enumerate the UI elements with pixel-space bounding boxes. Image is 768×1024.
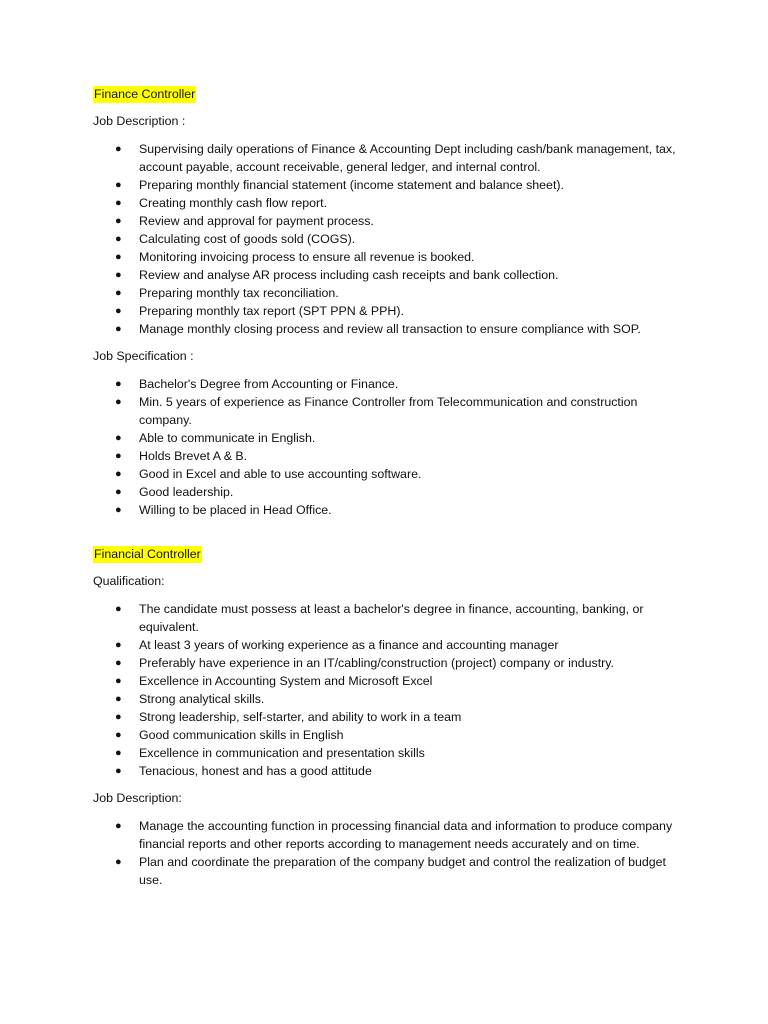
qualification-list [93, 600, 683, 780]
bullet-icon: ● [115, 269, 122, 281]
job-specification-label: Job Specification : [93, 349, 194, 363]
list-item-text: Good communication skills in English [139, 728, 344, 742]
bullet-icon: ● [115, 215, 122, 227]
list-item-text: Preparing monthly tax report (SPT PPN & PPH). [139, 304, 404, 318]
bullet-icon: ● [115, 693, 122, 705]
list-item [93, 708, 683, 726]
list-item [93, 853, 683, 889]
bullet-icon: ● [115, 639, 122, 651]
qualification-label: Qualification: [93, 574, 165, 588]
list-item-text: Preparing monthly tax reconciliation. [139, 286, 339, 300]
bullet-icon: ● [115, 711, 122, 723]
list-item [93, 176, 683, 194]
list-item-text: Strong leadership, self-starter, and ability to work in a team [139, 710, 462, 724]
bullet-icon: ● [115, 486, 122, 498]
list-item [93, 600, 683, 636]
list-item-text: Holds Brevet A & B. [139, 449, 248, 463]
list-item-text: Min. 5 years of experience as Finance Controller from Telecommunication and construction company. [139, 395, 638, 427]
list-item [93, 690, 683, 708]
list-item [93, 501, 683, 519]
list-item [93, 636, 683, 654]
bullet-icon: ● [115, 747, 122, 759]
job-specification-list [93, 375, 683, 519]
list-item-text: Willing to be placed in Head Office. [139, 503, 332, 517]
list-item [93, 375, 683, 393]
list-item [93, 672, 683, 690]
list-item [93, 393, 683, 429]
list-item-text: Review and approval for payment process. [139, 214, 374, 228]
list-item-text: Preferably have experience in an IT/cabling/construction (project) company or industry. [139, 656, 614, 670]
list-item-text: Monitoring invoicing process to ensure all revenue is booked. [139, 250, 475, 264]
job-description-list [93, 817, 683, 889]
bullet-icon: ● [115, 378, 122, 390]
bullet-icon: ● [115, 179, 122, 191]
list-item [93, 212, 683, 230]
bullet-icon: ● [115, 504, 122, 516]
list-item-text: Bachelor's Degree from Accounting or Finance. [139, 377, 399, 391]
bullet-icon: ● [115, 820, 122, 832]
list-item [93, 744, 683, 762]
bullet-icon: ● [115, 197, 122, 209]
bullet-icon: ● [115, 305, 122, 317]
list-item-text: Strong analytical skills. [139, 692, 265, 706]
bullet-icon: ● [115, 603, 122, 615]
bullet-icon: ● [115, 657, 122, 669]
document-page [93, 86, 683, 889]
section-title-financial-controller: Financial Controller [94, 547, 201, 561]
list-item-text: Excellence in Accounting System and Microsoft Excel [139, 674, 433, 688]
list-item [93, 762, 683, 780]
list-item [93, 230, 683, 248]
bullet-icon: ● [115, 468, 122, 480]
bullet-icon: ● [115, 396, 122, 408]
job-description-label: Job Description : [93, 114, 186, 128]
list-item-text: Manage monthly closing process and review all transaction to ensure compliance with SOP. [139, 322, 641, 336]
list-item-text: Preparing monthly financial statement (income statement and balance sheet). [139, 178, 564, 192]
list-item-text: Plan and coordinate the preparation of the company budget and control the realization of budget use. [139, 855, 666, 887]
list-item [93, 194, 683, 212]
list-item-text: Calculating cost of goods sold (COGS). [139, 232, 356, 246]
bullet-icon: ● [115, 856, 122, 868]
list-item-text: Good in Excel and able to use accounting software. [139, 467, 422, 481]
bullet-icon: ● [115, 323, 122, 335]
list-item-text: Manage the accounting function in processing financial data and information to produce company financial reports and other reports according to management needs accurately and on time. [139, 819, 673, 851]
list-item [93, 140, 683, 176]
list-item-text: The candidate must possess at least a bachelor's degree in finance, accounting, banking, or equivalent. [139, 602, 644, 634]
list-item [93, 483, 683, 501]
bullet-icon: ● [115, 143, 122, 155]
list-item-text: Good leadership. [139, 485, 234, 499]
section-finance-controller [93, 86, 683, 519]
list-item [93, 654, 683, 672]
list-item [93, 726, 683, 744]
list-item-text: Supervising daily operations of Finance & Accounting Dept including cash/bank management, tax, account payable, account receivable, general ledger, and internal control. [139, 142, 676, 174]
bullet-icon: ● [115, 729, 122, 741]
list-item [93, 817, 683, 853]
list-item [93, 320, 683, 338]
bullet-icon: ● [115, 432, 122, 444]
section-financial-controller [93, 546, 683, 889]
bullet-icon: ● [115, 251, 122, 263]
job-description-label: Job Description: [93, 791, 182, 805]
list-item-text: Tenacious, honest and has a good attitude [139, 764, 372, 778]
bullet-icon: ● [115, 450, 122, 462]
bullet-icon: ● [115, 765, 122, 777]
bullet-icon: ● [115, 287, 122, 299]
list-item [93, 266, 683, 284]
list-item [93, 248, 683, 266]
bullet-icon: ● [115, 233, 122, 245]
list-item [93, 447, 683, 465]
list-item-text: At least 3 years of working experience as a finance and accounting manager [139, 638, 559, 652]
list-item [93, 302, 683, 320]
job-description-list [93, 140, 683, 338]
list-item-text: Able to communicate in English. [139, 431, 316, 445]
list-item-text: Excellence in communication and presentation skills [139, 746, 425, 760]
bullet-icon: ● [115, 675, 122, 687]
list-item [93, 429, 683, 447]
list-item [93, 465, 683, 483]
list-item-text: Creating monthly cash flow report. [139, 196, 328, 210]
list-item [93, 284, 683, 302]
list-item-text: Review and analyse AR process including cash receipts and bank collection. [139, 268, 559, 282]
section-title-finance-controller: Finance Controller [94, 87, 196, 101]
